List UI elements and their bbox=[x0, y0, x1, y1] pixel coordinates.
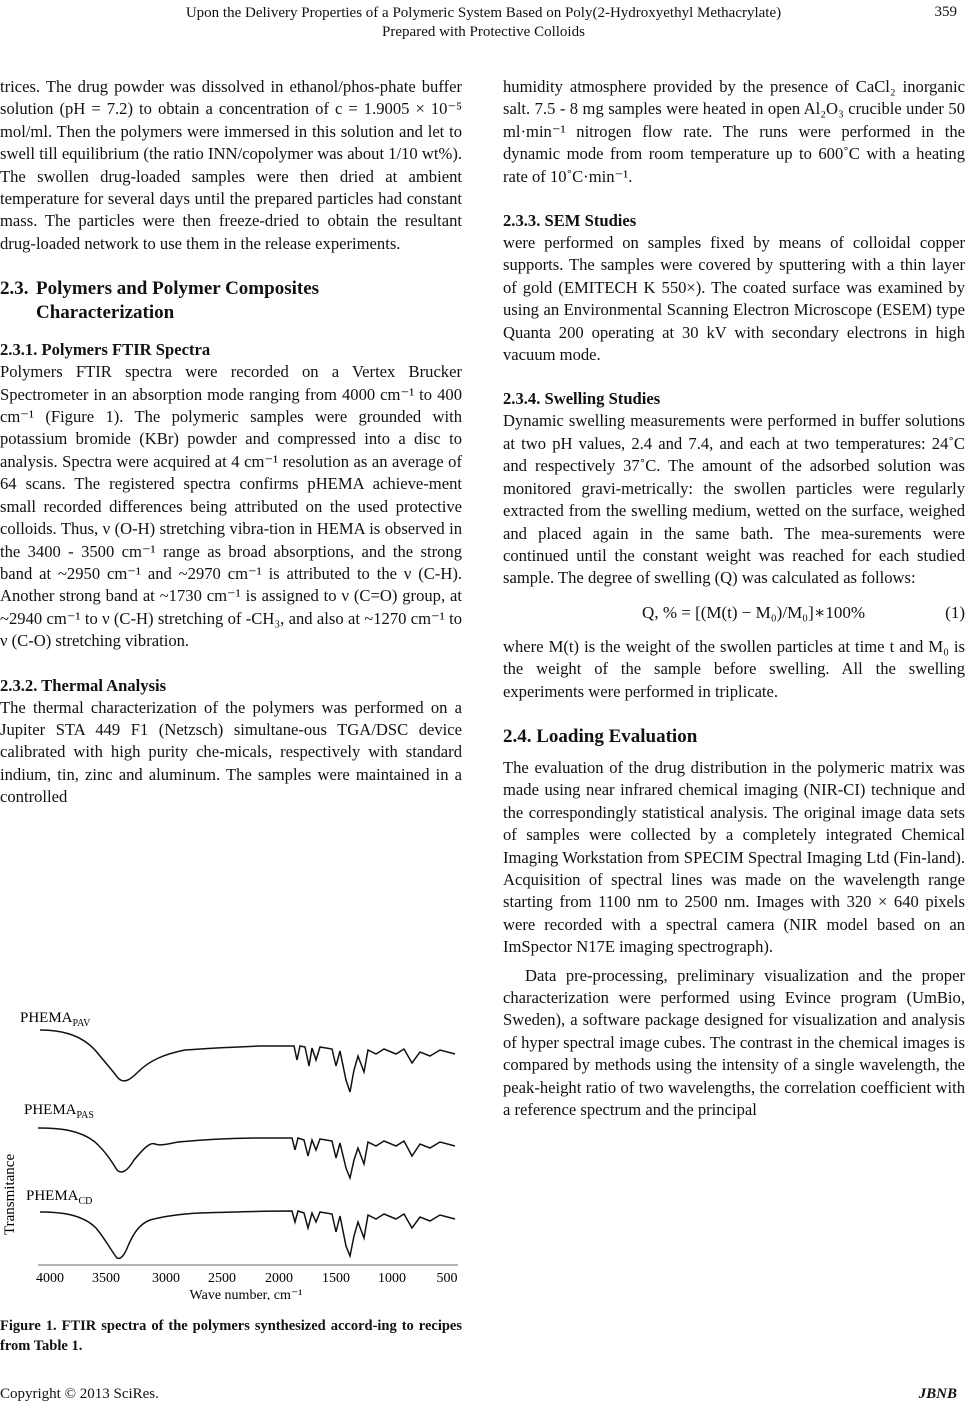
x-tick-3000: 3000 bbox=[152, 1271, 180, 1286]
section-2-3-title-b: Characterization bbox=[36, 302, 175, 324]
section-2-3-2-heading: 2.3.2. Thermal Analysis bbox=[0, 675, 167, 695]
right-column bbox=[503, 76, 965, 1121]
paragraph-loading: The evaluation of the drug distribution in the polymeric matrix was made using near infrared chemical imaging (NIR-CI) technique and the correspondingly statistical analysis. The original image data sets of samples were collected by a completely integrated Chemical Imaging Workstation from SPECIM Spectral Imaging Ltd (Fin-land). Acquisition of spectral lines was made on the wavelength range starting from 1100 nm to 2500 nm. Images with 320 × 640 pixels were recorded with a spectral camera (NIR model based on an ImSpector N17E imaging spectrograph). bbox=[503, 757, 965, 957]
x-axis-label: Wave number, cm⁻¹ bbox=[189, 1288, 303, 1300]
paragraph-thermal-continued: humidity atmosphere provided by the presence of CaCl₂ inorganic salt. 7.5 - 8 mg samples were heated in open Al₂O₃ crucible under 50 ml·min⁻¹ nitrogen flow rate. The runs were performed in the dynamic mode from room temperature up to 600˚C with a heating rate of 10˚C·min⁻¹. bbox=[503, 77, 965, 186]
section-2-3-3-heading: 2.3.3. SEM Studies bbox=[503, 211, 637, 231]
section-2-3-title-a: Polymers and Polymer Composites bbox=[36, 278, 320, 300]
paragraph-where: where M(t) is the weight of the swollen particles at time t and M₀ is the weight of the sample before swelling. All the swelling experiments were performed in triplicate. bbox=[503, 636, 965, 701]
equation-expression: Q, % = [(M(t) − M₀)/M₀]∗100% bbox=[642, 602, 865, 622]
running-header bbox=[0, 4, 967, 42]
series-label-cd: $PHEMA_{CD}$ bbox=[26, 1188, 93, 1207]
left-column bbox=[0, 76, 462, 809]
x-tick-1000: 1000 bbox=[378, 1271, 406, 1286]
series-label-pas: $PHEMA_{PAS}$ bbox=[24, 1102, 94, 1121]
y-axis-label: Transmitance bbox=[2, 1153, 18, 1235]
paragraph-sem: were performed on samples fixed by means of colloidal copper supports. The samples were covered by sputtering with a thin layer of gold (EMITECH K 550×). The coated surface was examined by using an Environmental Scanning Electron Microscope (ESEM) type Quanta 200 operating at 30 kV with secondary electrons in high vacuum mode. bbox=[503, 233, 965, 365]
spectrum-pav bbox=[40, 1030, 455, 1092]
ftir-spectra-plot bbox=[0, 1000, 462, 1300]
journal-abbreviation: JBNB bbox=[918, 1386, 957, 1402]
paragraph-data-processing: Data pre-processing, preliminary visualization and the proper characterization were performed using Evince program (UmBio, Sweden), a software package designed for visualization and analysis of hyper spectral image cubes. The contrast in the chemical images is compared by methods using the intensity of a single wavelength, the peak-height ratio of two wavelengths, the correlation coefficient with a reference spectrum and the principal bbox=[503, 965, 965, 1120]
paragraph-intro: trices. The drug powder was dissolved in ethanol/phos-phate buffer solution (pH = 7.2) to obtain a concentration of c = 1.9005 × 10⁻⁵ mol/ml. Then the polymers were immersed in this solution and let to swell till equilibrium (the ratio INN/copolymer was about 1/10 wt%). The swollen drug-loaded samples were then dried at ambient temperature for several days until the prepared particles had constant mass. The particles were then freeze-dried to obtain the resultant drug-loaded network to use them in the release experiments. bbox=[0, 77, 462, 253]
section-2-3-number: 2.3. bbox=[0, 278, 29, 300]
paragraph-ftir: Polymers FTIR spectra were recorded on a Vertex Brucker Spectrometer in an absorption mode ranging from 4000 cm⁻¹ to 400 cm⁻¹ (Figure 1). The polymeric samples were grounded with potassium bromide (KBr) powder and compressed into a disc to analysis. Spectra were acquired at 4 cm⁻¹ resolution as an average of 64 scans. The registered spectra confirms pHEMA achieve-ment small recorded differences being attributed on the used protective colloids. Thus, ν (O-H) stretching vibra-tion in HEMA is observed in the 3400 - 3500 cm⁻¹ range as broad absorptions, and the strong band at ~2950 cm⁻¹ and ~2970 cm⁻¹ is attributed to the ν (C-H). Another strong band at ~1730 cm⁻¹ is assigned to ν (C=O) group, at ~2940 cm⁻¹ to ν (C-H) stretching of -CH₃, and also at ~1270 cm⁻¹ to ν (C-O) stretching vibration. bbox=[0, 362, 462, 651]
x-tick-4000: 4000 bbox=[36, 1271, 64, 1286]
page-number: 359 bbox=[934, 4, 957, 20]
section-2-3-1-heading: 2.3.1. Polymers FTIR Spectra bbox=[0, 340, 211, 360]
x-tick-2500: 2500 bbox=[208, 1271, 236, 1286]
running-title-line-2: Prepared with Protective Colloids bbox=[382, 24, 585, 40]
figure-1 bbox=[0, 1000, 462, 1300]
section-2-4-heading: 2.4. Loading Evaluation bbox=[503, 725, 698, 747]
section-2-3-4-heading: 2.3.4. Swelling Studies bbox=[503, 389, 661, 409]
spectrum-cd bbox=[40, 1211, 455, 1258]
figure-1-caption: Figure 1. FTIR spectra of the polymers synthesized accord-ing to recipes from Table 1. bbox=[0, 1318, 462, 1354]
paragraph-thermal: The thermal characterization of the polymers was performed on a Jupiter STA 449 F1 (Netzsch) simultane-ous TGA/DSC device calibrated with high purity che-micals, respectively with standard indium, tin, zinc and aluminum. The samples were maintained in a controlled bbox=[0, 697, 462, 807]
x-tick-1500: 1500 bbox=[322, 1271, 350, 1286]
x-tick-2000: 2000 bbox=[265, 1271, 293, 1286]
x-tick-500: 500 bbox=[436, 1271, 458, 1286]
equation-1 bbox=[503, 590, 965, 636]
section-2-3-heading bbox=[0, 277, 462, 325]
spectrum-pas bbox=[38, 1128, 455, 1178]
copyright-notice: Copyright © 2013 SciRes. bbox=[0, 1386, 159, 1402]
equation-number: (1) bbox=[945, 602, 965, 622]
series-label-pav: $PHEMA_{PAV}$ bbox=[20, 1010, 91, 1029]
x-tick-3500: 3500 bbox=[92, 1271, 120, 1286]
paragraph-swelling: Dynamic swelling measurements were performed in buffer solutions at two pH values, 2.4 and 7.4, and each at two temperatures: 24˚C and respectively 37˚C. The amount of the adsorbed solution was monitored gravi-metrically: the swollen particles were regularly extracted from the swelling medium, wetted on the surface, weighed and placed again in the same bath. The mea-surements were continued until the constant weight was reached for each studied sample. The degree of swelling (Q) was calculated as follows: bbox=[503, 411, 965, 588]
running-title-line-1: Upon the Delivery Properties of a Polymeric System Based on Poly(2-Hydroxyethyl Methacrylate) bbox=[185, 5, 782, 21]
